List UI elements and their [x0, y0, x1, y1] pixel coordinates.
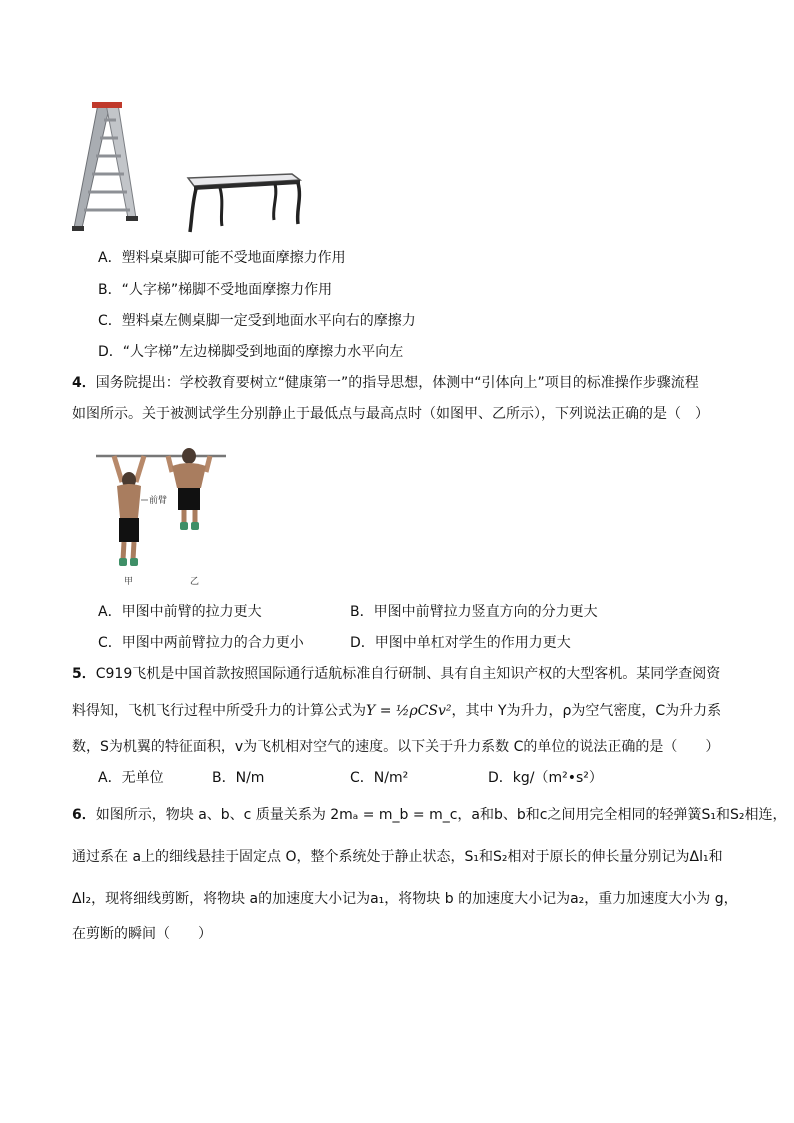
q4-option-b: B．甲图中前臂拉力竖直方向的分力更大	[350, 604, 598, 620]
q3-option-b: B．“人字梯”梯脚不受地面摩擦力作用	[98, 282, 333, 298]
q3-option-a: A．塑料桌桌脚可能不受地面摩擦力作用	[98, 250, 346, 266]
q5-line2-b: ，其中 Y为升力，ρ为空气密度，C为升力系	[451, 703, 722, 719]
q5-option-c: C．N/m²	[350, 770, 409, 786]
lift-formula: Y = ½ρCSv²	[366, 703, 452, 719]
q4-option-c: C．甲图中两前臂拉力的合力更小	[98, 635, 304, 651]
q4-line1: 国务院提出：学校教育要树立“健康第一”的指导思想，体测中“引体向上”项目的标准操作步骤流程	[95, 375, 699, 391]
q5-option-b: B．N/m	[212, 770, 265, 786]
q4-number: 4．	[72, 375, 96, 391]
q5-option-d: D．kg/（m²•s²）	[488, 770, 603, 786]
jia-label: 甲	[124, 577, 134, 587]
q5-line2	[72, 702, 721, 720]
q6-line4: 在剪断的瞬间（ ）	[72, 926, 212, 942]
q3-option-d: D．“人字梯”左边梯脚受到地面的摩擦力水平向左	[98, 344, 404, 360]
figure-yi	[168, 448, 210, 530]
q6-number: 6．	[72, 807, 96, 823]
q5-line3: 数，S为机翼的特征面积，v为飞机相对空气的速度。以下关于升力系数 C的单位的说法正确的是（ ）	[72, 739, 720, 755]
q4-line2: 如图所示。关于被测试学生分别静止于最低点与最高点时（如图甲、乙所示），下列说法正确的是（ ）	[72, 406, 709, 422]
q4-option-d: D．甲图中单杠对学生的作用力更大	[350, 635, 571, 651]
pullup-figure	[92, 448, 232, 588]
figure-jia	[114, 456, 144, 566]
q5-stem	[72, 665, 720, 683]
q5-option-a: A．无单位	[98, 770, 164, 786]
yi-label: 乙	[190, 577, 200, 587]
q6-line3: Δl₂，现将细线剪断，将物块 a的加速度大小记为a₁，将物块 b 的加速度大小记为a₂，重力加速度大小为 g，	[72, 891, 738, 907]
q6-stem	[72, 806, 786, 824]
q3-option-c: C．塑料桌左侧桌脚一定受到地面水平向右的摩擦力	[98, 313, 416, 329]
q5-line1: C919飞机是中国首款按照国际通行适航标准自行研制、具有自主知识产权的大型客机。某同学查阅资	[95, 666, 721, 682]
forearm-label: 前臂	[149, 496, 168, 506]
q6-line1: 如图所示，物块 a、b、c 质量关系为 2mₐ = m_b = m_c，a和b、b和c之间用完全相同的轻弹簧S₁和S₂相连，	[95, 807, 787, 823]
q5-line2-a: 料得知，飞机飞行过程中所受升力的计算公式为	[72, 703, 366, 719]
ladder-image	[72, 102, 138, 231]
table-image	[188, 174, 300, 232]
ladder-table-figure	[70, 100, 310, 240]
q4-stem	[72, 374, 699, 392]
q4-option-a: A．甲图中前臂的拉力更大	[98, 604, 262, 620]
q6-line2: 通过系在 a上的细线悬挂于固定点 O，整个系统处于静止状态，S₁和S₂相对于原长的伸长量分别记为Δl₁和	[72, 849, 723, 865]
q5-number: 5．	[72, 666, 96, 682]
